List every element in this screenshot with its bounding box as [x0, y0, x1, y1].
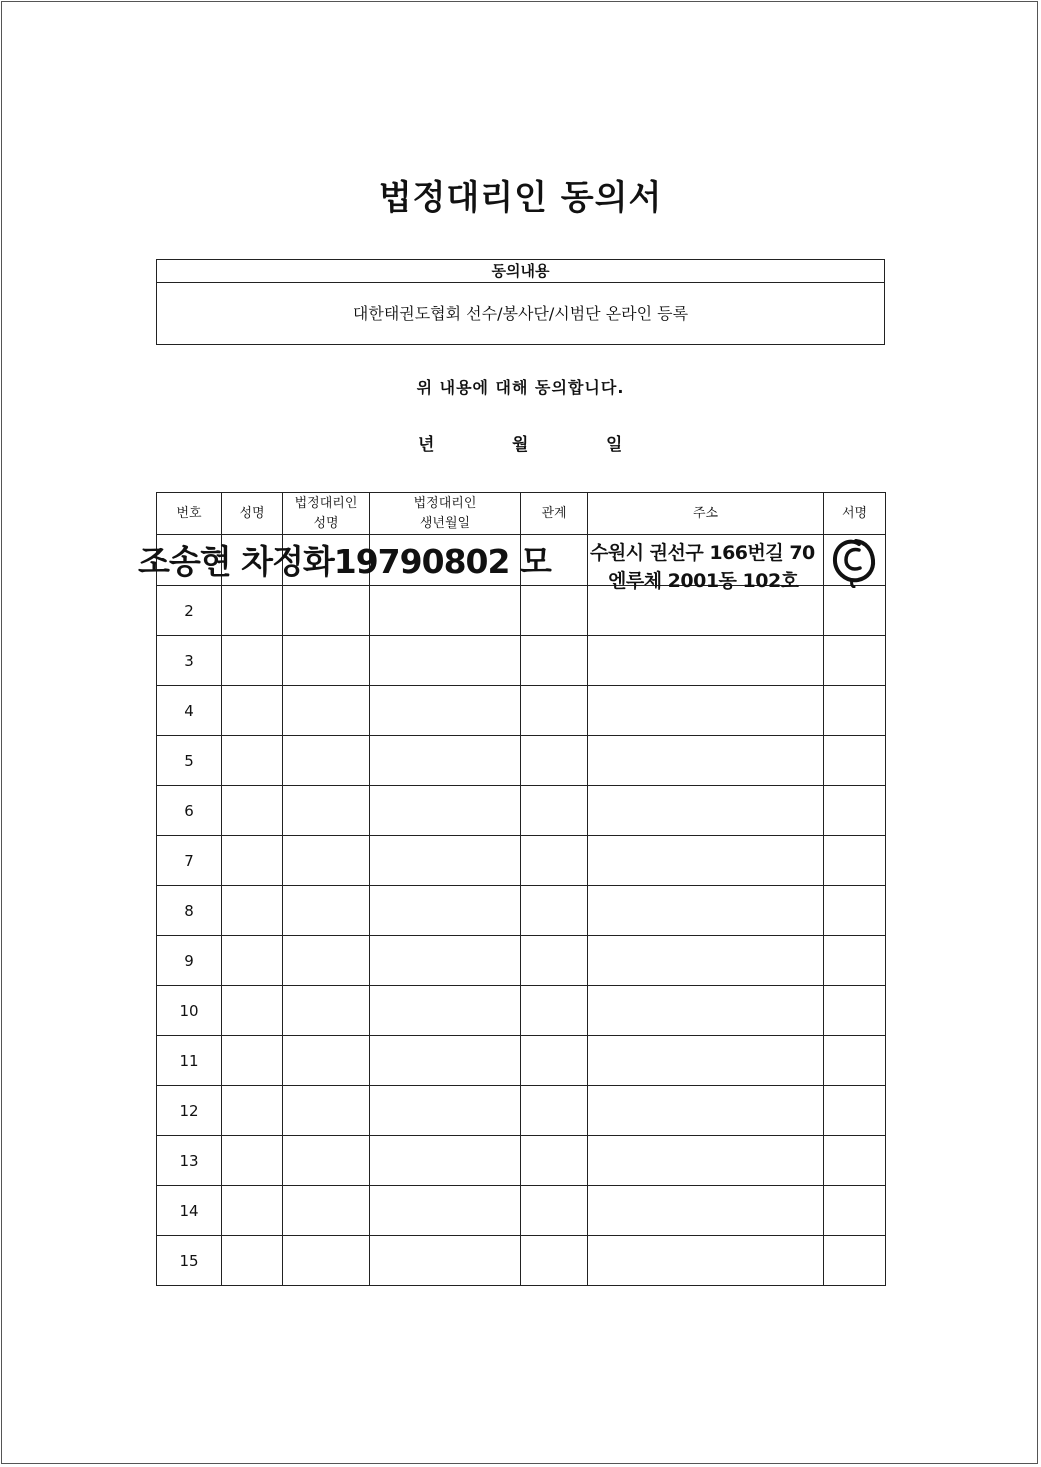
- table-row: [157, 936, 886, 986]
- table-cell: [521, 1186, 588, 1236]
- table-cell: [370, 886, 521, 936]
- table-cell: [824, 986, 886, 1036]
- row-number: 7: [157, 836, 222, 886]
- table-cell: [824, 1236, 886, 1286]
- table-cell: [222, 586, 283, 636]
- table-cell: [283, 586, 370, 636]
- table-cell: [824, 586, 886, 636]
- table-cell: [588, 1136, 824, 1186]
- signature-icon: [828, 532, 878, 588]
- consent-content-box: [156, 259, 885, 345]
- row-number: 14: [157, 1186, 222, 1236]
- table-cell: [824, 786, 886, 836]
- table-cell: [370, 636, 521, 686]
- table-cell: [222, 836, 283, 886]
- table-cell: [588, 686, 824, 736]
- table-cell: [283, 636, 370, 686]
- table-cell: [283, 936, 370, 986]
- table-cell: [222, 1036, 283, 1086]
- table-header-row: [157, 493, 886, 535]
- row-number: 5: [157, 736, 222, 786]
- table-cell: [222, 1136, 283, 1186]
- header-number: 번호: [157, 493, 222, 535]
- table-cell: [588, 1086, 824, 1136]
- table-cell: [521, 836, 588, 886]
- header-name: 성명: [222, 493, 283, 535]
- table-cell: [521, 936, 588, 986]
- table-cell: [283, 1236, 370, 1286]
- row-number: 6: [157, 786, 222, 836]
- header-guardian-name-line1: 법정대리인: [294, 495, 358, 511]
- table-cell: [370, 1236, 521, 1286]
- table-cell: [521, 1136, 588, 1186]
- table-cell: [370, 786, 521, 836]
- table-cell: [824, 1186, 886, 1236]
- table-body: [157, 586, 886, 1286]
- table-cell: [283, 786, 370, 836]
- table-cell: [222, 1086, 283, 1136]
- row-number: 10: [157, 986, 222, 1036]
- row-number: 11: [157, 1036, 222, 1086]
- consent-header: 동의내용: [157, 260, 884, 283]
- table-cell: [824, 1086, 886, 1136]
- table-cell: [521, 986, 588, 1036]
- table-cell: [222, 686, 283, 736]
- table-cell: [222, 636, 283, 686]
- table-cell: [824, 836, 886, 886]
- row-number: 13: [157, 1136, 222, 1186]
- row-number: 12: [157, 1086, 222, 1136]
- table-cell: [521, 686, 588, 736]
- table-cell: [370, 686, 521, 736]
- header-guardian-name-line2: 성명: [313, 515, 339, 531]
- table-row: [157, 636, 886, 686]
- table-cell: [588, 636, 824, 686]
- table-cell: [521, 1236, 588, 1286]
- table-cell: [370, 1136, 521, 1186]
- agree-statement: 위 내용에 대해 동의합니다.: [416, 378, 625, 397]
- table-cell: [521, 636, 588, 686]
- guardian-table: [156, 492, 886, 1286]
- row-number: 15: [157, 1236, 222, 1286]
- table-row: [157, 686, 886, 736]
- table-cell: [824, 1036, 886, 1086]
- table-cell: [283, 1136, 370, 1186]
- table-row: [157, 1236, 886, 1286]
- table-cell: [370, 586, 521, 636]
- table-cell: [283, 836, 370, 886]
- table-row: [157, 886, 886, 936]
- table-cell: [521, 1036, 588, 1086]
- table-cell: [222, 786, 283, 836]
- row-number: 9: [157, 936, 222, 986]
- table-cell: [521, 786, 588, 836]
- header-guardian-birth-line1: 법정대리인: [413, 495, 477, 511]
- table-cell: [521, 1086, 588, 1136]
- table-row: [157, 1036, 886, 1086]
- table-cell: [588, 586, 824, 636]
- table-cell: [283, 736, 370, 786]
- table-cell: [283, 686, 370, 736]
- table-row: [157, 786, 886, 836]
- table-cell: [283, 986, 370, 1036]
- header-relation: 관계: [521, 493, 588, 535]
- table-cell: [370, 1186, 521, 1236]
- table-cell: [370, 936, 521, 986]
- table-cell: [283, 1086, 370, 1136]
- table-cell: [588, 986, 824, 1036]
- table-cell: [283, 1036, 370, 1086]
- table-cell: [222, 1236, 283, 1286]
- table-cell: [222, 736, 283, 786]
- table-cell: [370, 986, 521, 1036]
- table-cell: [588, 1186, 824, 1236]
- date-month-label: 월: [512, 435, 529, 455]
- table-row: [157, 736, 886, 786]
- table-cell: [824, 636, 886, 686]
- table-cell: [824, 886, 886, 936]
- row-number: 2: [157, 586, 222, 636]
- table-cell: [588, 936, 824, 986]
- table-cell: [521, 736, 588, 786]
- handwritten-address-line2: 엔루체 2001동 102호: [608, 570, 799, 592]
- table-cell: [588, 836, 824, 886]
- table-cell: [521, 886, 588, 936]
- handwritten-row1-entry: 조송현 차정화19790802 모: [138, 542, 551, 581]
- table-cell: [588, 1036, 824, 1086]
- table-row: [157, 1136, 886, 1186]
- table-cell: [222, 886, 283, 936]
- table-cell: [588, 736, 824, 786]
- table-cell: [370, 836, 521, 886]
- table-cell: [824, 736, 886, 786]
- table-cell: [588, 786, 824, 836]
- consent-body: 대한태권도협회 선수/봉사단/시범단 온라인 등록: [352, 304, 689, 323]
- header-guardian-birth-line2: 생년월일: [419, 515, 471, 531]
- table-cell: [222, 986, 283, 1036]
- date-day-label: 일: [606, 435, 623, 455]
- table-cell: [370, 736, 521, 786]
- table-cell: [222, 936, 283, 986]
- table-row: [157, 836, 886, 886]
- table-cell: [824, 686, 886, 736]
- date-year-label: 년: [418, 435, 435, 455]
- table-cell: [370, 1036, 521, 1086]
- table-cell: [283, 886, 370, 936]
- row-number: 4: [157, 686, 222, 736]
- header-address: 주소: [588, 493, 824, 535]
- table-cell: [588, 1236, 824, 1286]
- row-number: 3: [157, 636, 222, 686]
- table-cell: [521, 586, 588, 636]
- table-row: [157, 986, 886, 1036]
- table-cell: [222, 1186, 283, 1236]
- header-guardian-birth: [370, 493, 521, 535]
- row-number: 8: [157, 886, 222, 936]
- handwritten-address-line1: 수원시 권선구 166번길 70: [590, 542, 815, 564]
- table-row: [157, 1186, 886, 1236]
- table-cell: [370, 1086, 521, 1136]
- table-cell: [824, 936, 886, 986]
- table-cell: [824, 1136, 886, 1186]
- table-row: [157, 586, 886, 636]
- document-title: 법정대리인 동의서: [378, 178, 663, 218]
- header-guardian-name: [283, 493, 370, 535]
- table-cell: [283, 1186, 370, 1236]
- table-cell: [588, 886, 824, 936]
- table-row: [157, 1086, 886, 1136]
- header-signature: 서명: [824, 493, 886, 535]
